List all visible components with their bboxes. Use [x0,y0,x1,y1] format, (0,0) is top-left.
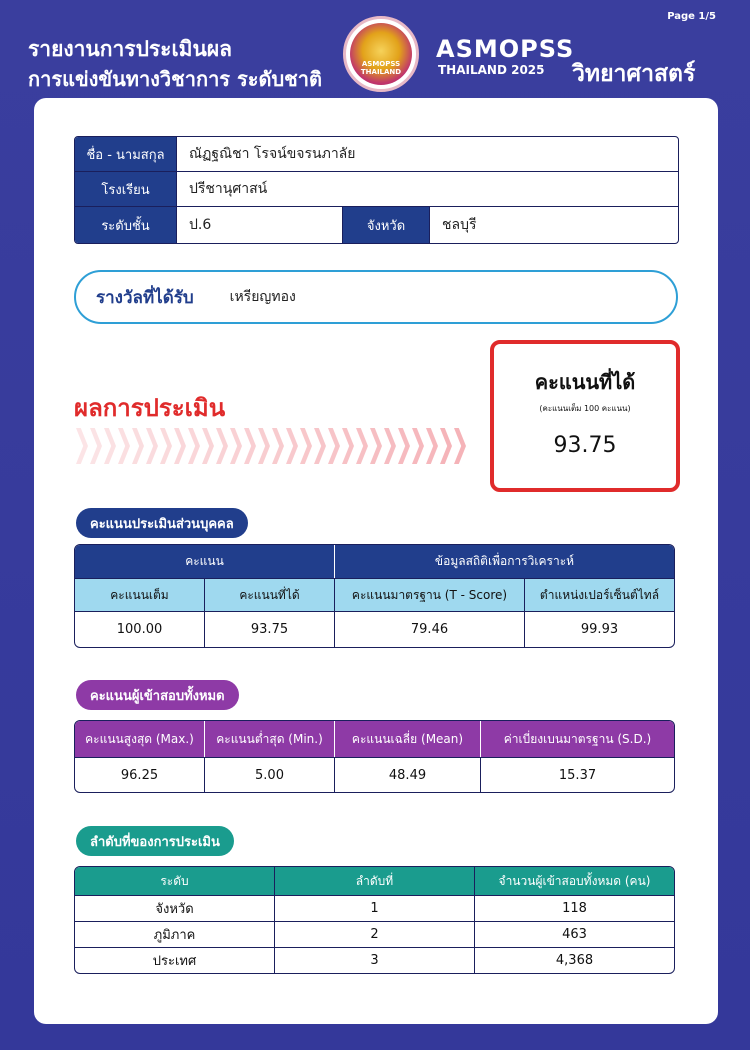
all-examinees-table [74,720,675,793]
subject-title: วิทยาศาสตร์ [572,61,696,87]
table-group-header [75,545,674,578]
column-header: ระดับ [75,867,275,895]
table-cell: 2 [275,921,475,947]
chevron-arrow-icon [440,428,452,464]
chevron-arrows-decoration [76,428,476,464]
chevron-arrow-icon [188,428,200,464]
chevron-arrow-icon [90,428,102,464]
score-value: 93.75 [553,433,617,458]
column-header: คะแนนต่ำสุด (Min.) [205,721,335,757]
brand-name [436,36,574,78]
column-header: ค่าเบี่ยงเบนมาตรฐาน (S.D.) [481,721,674,757]
chevron-arrow-icon [286,428,298,464]
award-label: รางวัลที่ได้รับ [96,287,194,308]
report-card [34,98,718,1024]
ranking-table [74,866,675,974]
column-header: คะแนนสูงสุด (Max.) [75,721,205,757]
chevron-arrow-icon [258,428,270,464]
chevron-arrow-icon [314,428,326,464]
group-header-stats: ข้อมูลสถิติเพื่อการวิเคราะห์ [335,545,674,578]
chevron-arrow-icon [342,428,354,464]
table-cell: 99.93 [525,611,674,647]
chevron-arrow-icon [202,428,214,464]
chevron-arrow-icon [146,428,158,464]
table-row [75,947,674,973]
table-column-header [75,721,674,757]
table-cell: 1 [275,895,475,921]
section-all-examinees: คะแนนผู้เข้าสอบทั้งหมด [76,680,239,710]
chevron-arrow-icon [426,428,438,464]
logo-emblem [350,23,412,85]
table-column-header [75,578,674,611]
column-header: คะแนนมาตรฐาน (T - Score) [335,578,525,611]
column-header: จำนวนผู้เข้าสอบทั้งหมด (คน) [475,867,674,895]
table-cell: 3 [275,947,475,973]
table-cell: 96.25 [75,757,205,792]
chevron-arrow-icon [76,428,88,464]
table-row [75,921,674,947]
table-cell: 93.75 [205,611,335,647]
chevron-arrow-icon [370,428,382,464]
column-header: ตำแหน่งเปอร์เซ็นต์ไทล์ [525,578,674,611]
column-header: ลำดับที่ [275,867,475,895]
individual-score-table [74,544,675,648]
chevron-arrow-icon [216,428,228,464]
chevron-arrow-icon [454,428,466,464]
student-name: ณัฏฐณิชา โรจน์ขจรนภาลัย [189,146,356,162]
grade-label: ระดับชั้น [75,207,177,243]
grade-value: ป.6 [177,207,343,243]
score-subtitle: (คะแนนเต็ม 100 คะแนน) [539,404,631,413]
chevron-arrow-icon [356,428,368,464]
school-name: ปรีชานุศาสน์ [189,181,268,197]
school-label: โรงเรียน [75,172,177,206]
table-column-header [75,867,674,895]
table-cell: 5.00 [205,757,335,792]
name-label: ชื่อ - นามสกุล [75,137,177,171]
info-row-grade [75,207,678,243]
student-info-table [74,136,679,244]
chevron-arrow-icon [244,428,256,464]
info-row-school [75,172,678,207]
chevron-arrow-icon [132,428,144,464]
column-header: คะแนนเฉลี่ย (Mean) [335,721,481,757]
brand-line1: ASMOPSS [436,35,575,63]
province-value: ชลบุรี [442,217,477,233]
chevron-arrow-icon [160,428,172,464]
report-title [28,34,322,94]
table-cell: จังหวัด [75,895,275,921]
table-row [75,757,674,792]
report-title-line2: การแข่งขันทางวิชาการ ระดับชาติ [28,67,322,91]
chevron-arrow-icon [104,428,116,464]
score-title: คะแนนที่ได้ [534,370,636,394]
table-cell: 118 [475,895,674,921]
result-title: ผลการประเมิน [74,394,226,422]
info-row-name [75,137,678,172]
chevron-arrow-icon [328,428,340,464]
table-cell: 463 [475,921,674,947]
logo-text-2: THAILAND [360,68,402,76]
table-cell: 100.00 [75,611,205,647]
chevron-arrow-icon [174,428,186,464]
chevron-arrow-icon [412,428,424,464]
chevron-arrow-icon [300,428,312,464]
table-row [75,611,674,647]
column-header: คะแนนเต็ม [75,578,205,611]
table-cell: ภูมิภาค [75,921,275,947]
award-value: เหรียญทอง [229,289,296,305]
logo-text-1: ASMOPSS [361,60,401,68]
table-cell: ประเทศ [75,947,275,973]
table-row [75,895,674,921]
chevron-arrow-icon [398,428,410,464]
chevron-arrow-icon [230,428,242,464]
chevron-arrow-icon [384,428,396,464]
asmopss-logo [343,16,419,92]
section-individual-score: คะแนนประเมินส่วนบุคคล [76,508,248,538]
table-cell: 15.37 [481,757,674,792]
score-box [490,340,680,492]
table-cell: 48.49 [335,757,481,792]
report-title-line1: รายงานการประเมินผล [28,37,233,61]
column-header: คะแนนที่ได้ [205,578,335,611]
table-cell: 79.46 [335,611,525,647]
chevron-arrow-icon [118,428,130,464]
award-box [74,270,678,324]
chevron-arrow-icon [272,428,284,464]
province-label: จังหวัด [343,207,430,243]
table-cell: 4,368 [475,947,674,973]
section-ranking: ลำดับที่ของการประเมิน [76,826,234,856]
page-number: Page 1/5 [667,11,716,22]
brand-line2: THAILAND 2025 [438,63,545,77]
group-header-score: คะแนน [75,545,335,578]
